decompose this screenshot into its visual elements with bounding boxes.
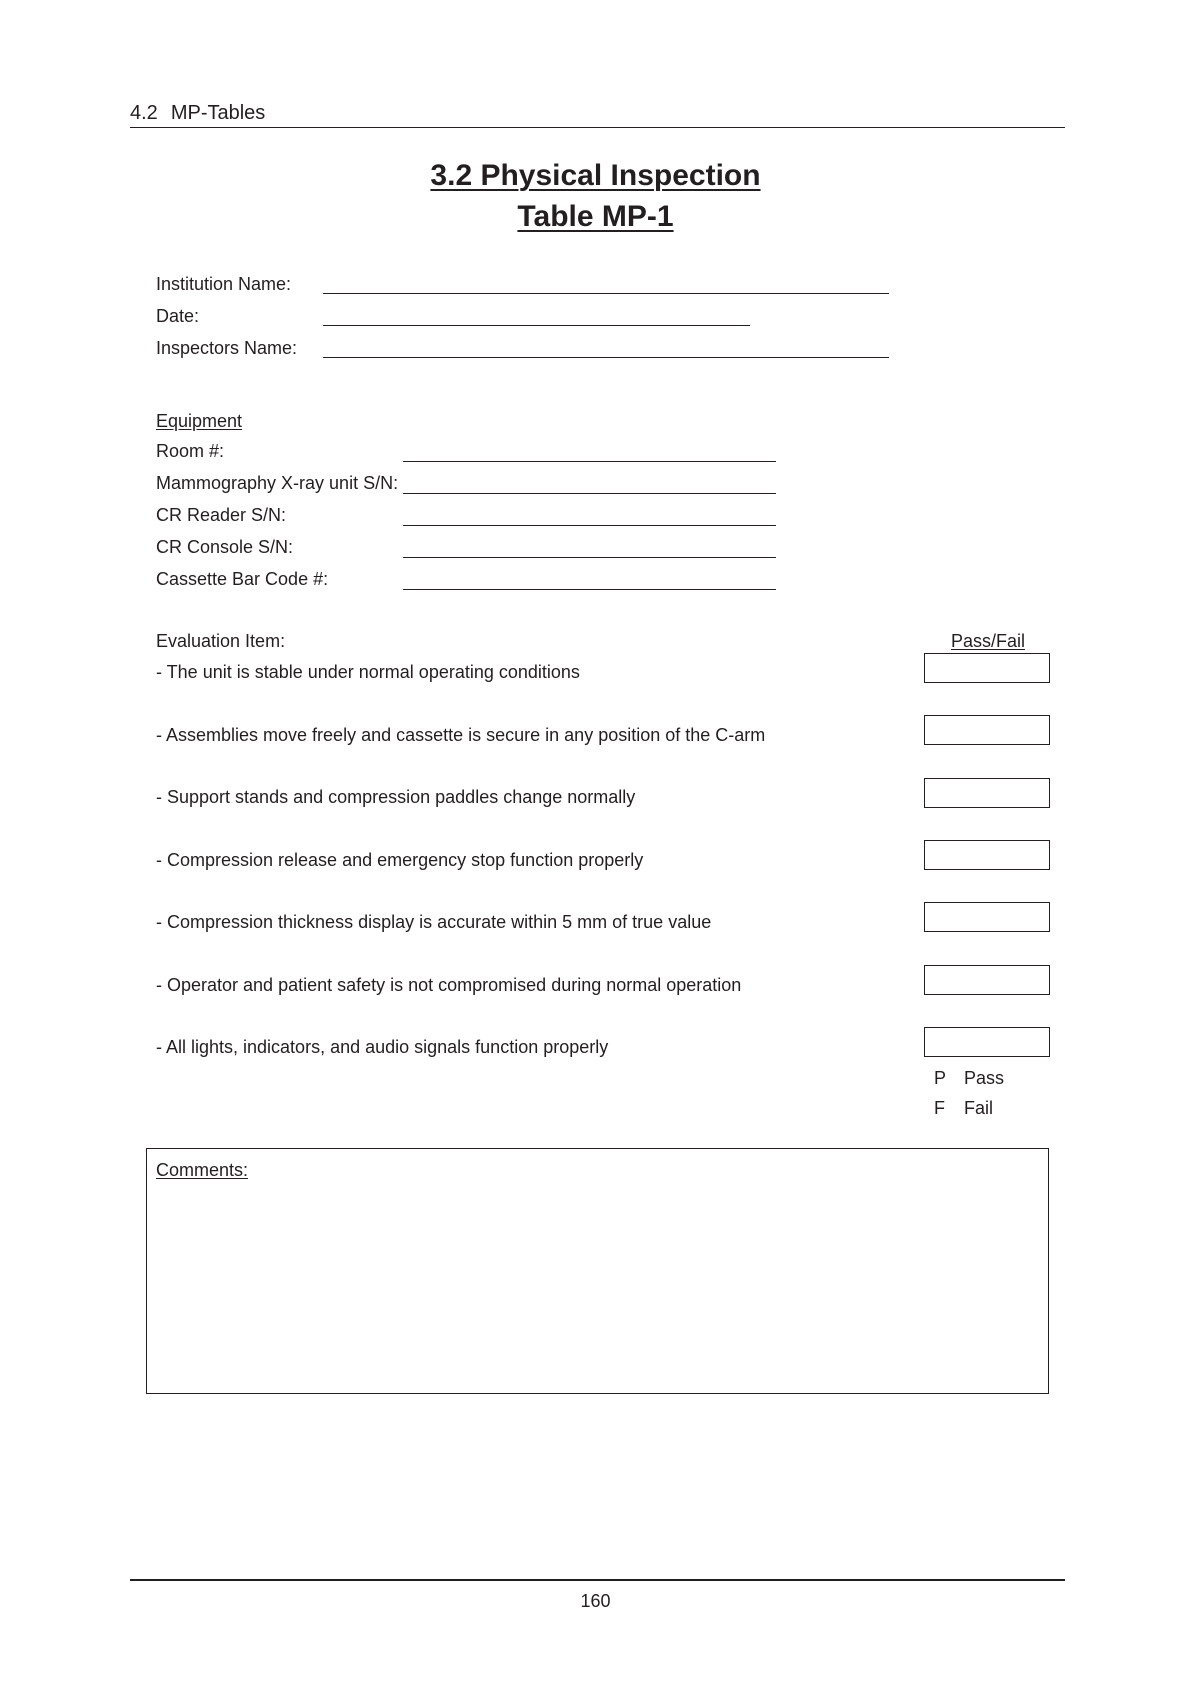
legend-fail-meaning: Fail bbox=[964, 1098, 994, 1118]
pass-fail-box[interactable] bbox=[924, 653, 1050, 683]
pass-fail-box[interactable] bbox=[924, 902, 1050, 932]
evaluation-item: - Operator and patient safety is not compromised during normal operation bbox=[156, 975, 742, 995]
pass-fail-box[interactable] bbox=[924, 840, 1050, 870]
pass-fail-box[interactable] bbox=[924, 1027, 1050, 1057]
room-number-field[interactable] bbox=[403, 461, 776, 462]
equipment-heading: Equipment bbox=[156, 411, 243, 431]
xray-unit-sn-field[interactable] bbox=[403, 493, 776, 494]
inspectors-name-label: Inspectors Name: bbox=[156, 338, 298, 358]
pass-fail-box[interactable] bbox=[924, 715, 1050, 745]
cr-reader-sn-field[interactable] bbox=[403, 525, 776, 526]
evaluation-item: - Compression release and emergency stop function properly bbox=[156, 850, 644, 870]
header-section-title: MP-Tables bbox=[170, 102, 266, 124]
pass-fail-column-label: Pass/Fail bbox=[951, 631, 1026, 651]
xray-unit-sn-label: Mammography X-ray unit S/N: bbox=[156, 473, 399, 493]
footer-rule bbox=[130, 1579, 1065, 1581]
evaluation-item: - All lights, indicators, and audio signals function properly bbox=[156, 1037, 609, 1057]
room-number-label: Room #: bbox=[156, 441, 225, 461]
evaluation-item: - Support stands and compression paddles change normally bbox=[156, 787, 636, 807]
page-number: 160 bbox=[580, 1591, 611, 1611]
legend-pass-code: P bbox=[934, 1068, 947, 1088]
institution-name-field[interactable] bbox=[323, 293, 889, 294]
comments-box[interactable] bbox=[146, 1148, 1049, 1394]
table-title: Table MP-1 bbox=[517, 200, 674, 233]
running-header bbox=[130, 101, 265, 125]
cassette-bar-code-label: Cassette Bar Code #: bbox=[156, 569, 329, 589]
cr-reader-sn-label: CR Reader S/N: bbox=[156, 505, 287, 525]
evaluation-item: - Compression thickness display is accurate within 5 mm of true value bbox=[156, 912, 712, 932]
evaluation-item: - The unit is stable under normal operating conditions bbox=[156, 662, 580, 682]
evaluation-heading: Evaluation Item: bbox=[156, 631, 286, 651]
header-section-number: 4.2 bbox=[130, 102, 158, 124]
pass-fail-box[interactable] bbox=[924, 965, 1050, 995]
inspectors-name-field[interactable] bbox=[323, 357, 889, 358]
comments-label: Comments: bbox=[156, 1160, 249, 1180]
legend-fail-code: F bbox=[934, 1098, 945, 1118]
cr-console-sn-field[interactable] bbox=[403, 557, 776, 558]
date-field[interactable] bbox=[323, 325, 750, 326]
evaluation-item: - Assemblies move freely and cassette is secure in any position of the C-arm bbox=[156, 725, 766, 745]
page-title: 3.2 Physical Inspection bbox=[430, 159, 761, 192]
legend-pass-meaning: Pass bbox=[964, 1068, 1005, 1088]
institution-name-label: Institution Name: bbox=[156, 274, 292, 294]
header-rule bbox=[130, 127, 1065, 128]
cassette-bar-code-field[interactable] bbox=[403, 589, 776, 590]
date-label: Date: bbox=[156, 306, 200, 326]
cr-console-sn-label: CR Console S/N: bbox=[156, 537, 294, 557]
pass-fail-box[interactable] bbox=[924, 778, 1050, 808]
